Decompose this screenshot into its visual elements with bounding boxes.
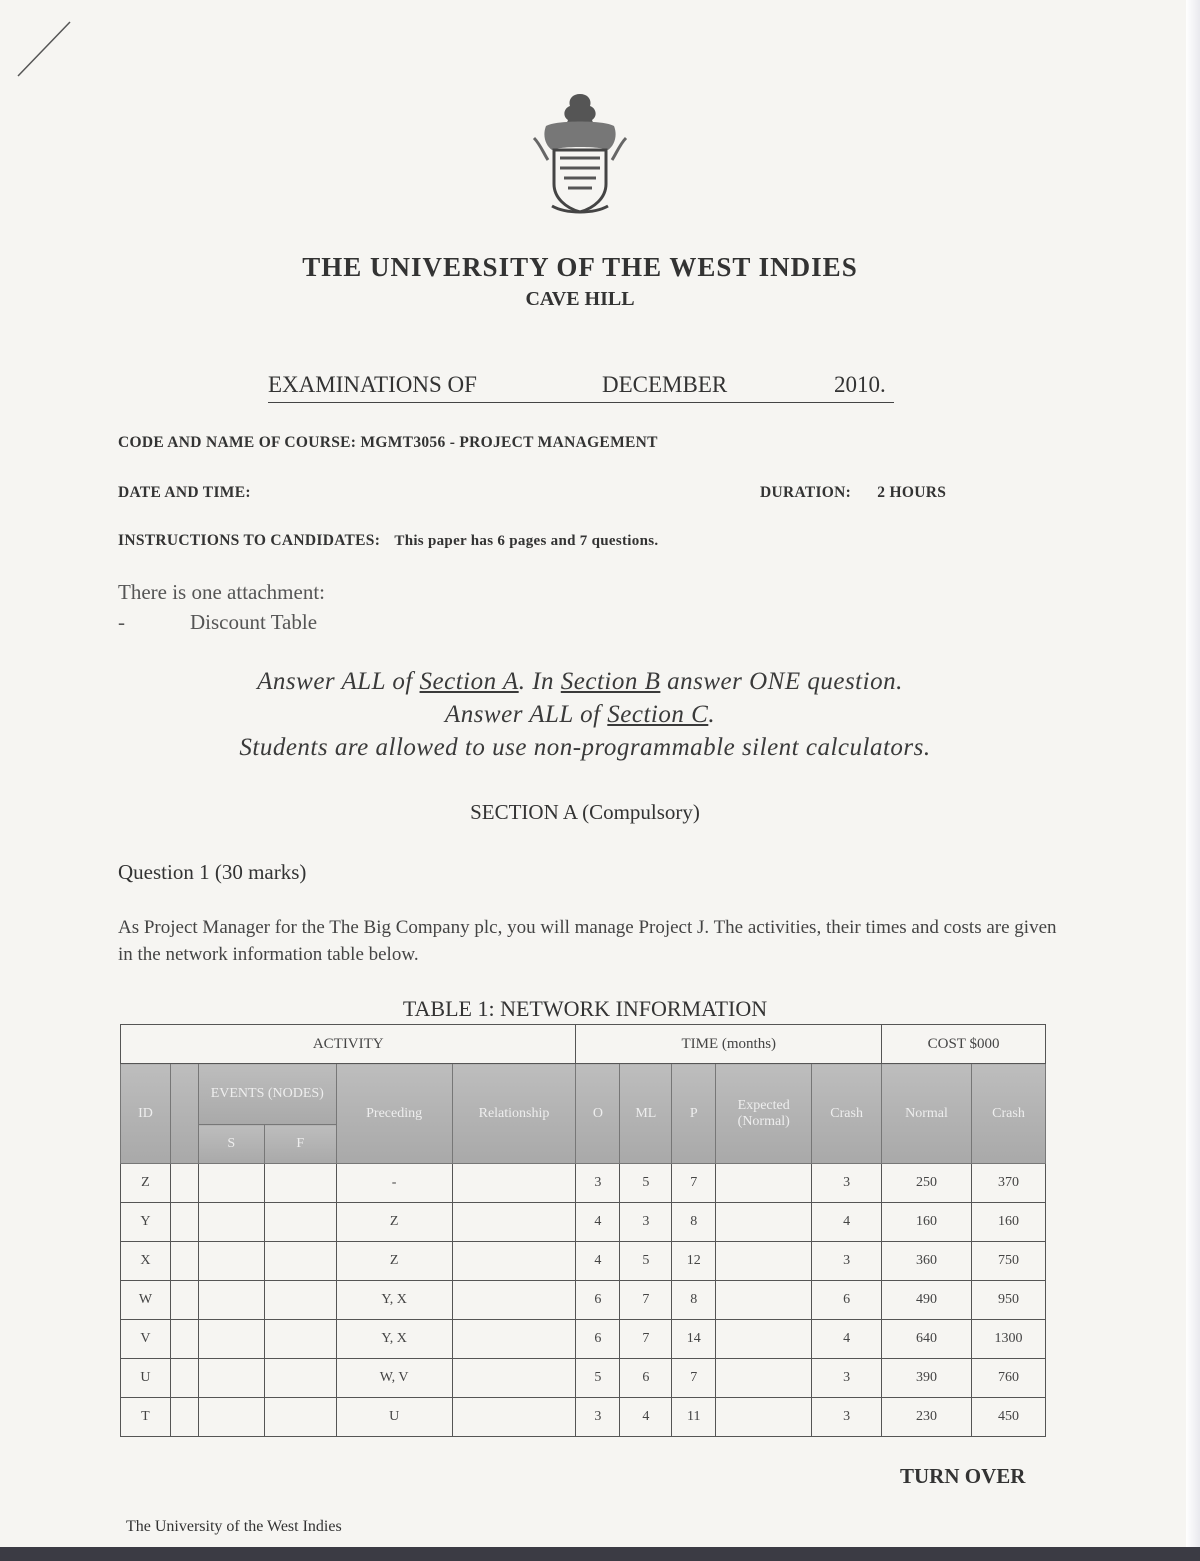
cell-normal-cost: 230 (882, 1398, 972, 1437)
col-preceding: Preceding (336, 1064, 452, 1164)
rules-text: . In (518, 668, 561, 695)
date-time-label: DATE AND TIME: (118, 484, 251, 501)
col-expected: Expected (Normal) (716, 1064, 812, 1164)
question-1-heading: Question 1 (30 marks) (118, 860, 307, 884)
cell-id: U (121, 1359, 171, 1398)
cell-id: W (121, 1281, 171, 1320)
section-a-heading: SECTION A (Compulsory) (470, 800, 700, 824)
instructions-label: INSTRUCTIONS TO CANDIDATES: (118, 532, 381, 549)
rules-text: . (708, 701, 716, 728)
cell-preceding: U (336, 1398, 452, 1437)
cell-crash-time: 3 (812, 1359, 882, 1398)
cell-crash-cost: 160 (971, 1203, 1045, 1242)
cell-o: 4 (576, 1242, 620, 1281)
cell-crash-time: 3 (812, 1242, 882, 1281)
col-crash-time: Crash (812, 1064, 882, 1164)
exam-label: EXAMINATIONS OF (268, 372, 477, 397)
cell-ml: 6 (620, 1359, 672, 1398)
cell-crash-time: 3 (812, 1398, 882, 1437)
cell-ml: 7 (620, 1281, 672, 1320)
cell-id: T (121, 1398, 171, 1437)
cell-ml: 7 (620, 1320, 672, 1359)
cell-p: 11 (672, 1398, 716, 1437)
cell-crash-cost: 450 (971, 1398, 1045, 1437)
activity-group-header: ACTIVITY (121, 1025, 576, 1064)
duration-value: 2 HOURS (877, 484, 947, 501)
table-row (121, 1164, 1046, 1203)
cell-p: 12 (672, 1242, 716, 1281)
section-c-ref: Section C (607, 701, 709, 728)
cell-o: 5 (576, 1359, 620, 1398)
rules-line-1 (0, 668, 1160, 696)
col-start-node: S (198, 1125, 264, 1164)
table-row (121, 1359, 1046, 1398)
section-a-ref: Section A (419, 668, 519, 695)
question-1-text: As Project Manager for the The Big Company plc, you will manage Project J. The activities, their times and costs are given in the network information table below. (118, 917, 1057, 965)
cell-normal-cost: 640 (882, 1320, 972, 1359)
cell-preceding: W, V (336, 1359, 452, 1398)
course-value: MGMT3056 - PROJECT MANAGEMENT (360, 434, 658, 451)
time-group-header: TIME (months) (576, 1025, 882, 1064)
cell-ml: 3 (620, 1203, 672, 1242)
instructions-value: This paper has 6 pages and 7 questions. (394, 533, 659, 549)
cell-p: 7 (672, 1164, 716, 1203)
col-finish-node: F (264, 1125, 336, 1164)
table-title: TABLE 1: NETWORK INFORMATION (402, 996, 768, 1021)
cell-crash-cost: 1300 (971, 1320, 1045, 1359)
cell-p: 14 (672, 1320, 716, 1359)
exam-session-line (268, 372, 894, 403)
duration-label: DURATION: (760, 484, 852, 501)
cell-preceding: - (336, 1164, 452, 1203)
cost-group-header: COST $000 (882, 1025, 1046, 1064)
col-most-likely: ML (620, 1064, 672, 1164)
table-row (121, 1320, 1046, 1359)
attachment-bullet: - (118, 610, 125, 634)
campus-name: CAVE HILL (525, 288, 635, 310)
course-line (118, 434, 658, 452)
cell-normal-cost: 490 (882, 1281, 972, 1320)
cell-crash-time: 6 (812, 1281, 882, 1320)
rules-line-2 (0, 701, 1160, 729)
col-crash-cost: Crash (971, 1064, 1045, 1164)
page-edge-shadow (1186, 0, 1200, 1561)
instructions-line (118, 532, 658, 550)
cell-ml: 4 (620, 1398, 672, 1437)
cell-normal-cost: 390 (882, 1359, 972, 1398)
cell-crash-time: 4 (812, 1320, 882, 1359)
cell-crash-cost: 760 (971, 1359, 1045, 1398)
cell-normal-cost: 360 (882, 1242, 972, 1281)
cell-preceding: Y, X (336, 1281, 452, 1320)
table-row (121, 1398, 1046, 1437)
cell-p: 8 (672, 1281, 716, 1320)
cell-crash-time: 4 (812, 1203, 882, 1242)
university-crest-logo (526, 88, 634, 218)
cell-o: 6 (576, 1281, 620, 1320)
cell-crash-cost: 950 (971, 1281, 1045, 1320)
cell-ml: 5 (620, 1242, 672, 1281)
rules-text: Answer ALL of (444, 701, 608, 728)
cell-o: 3 (576, 1164, 620, 1203)
cell-crash-cost: 750 (971, 1242, 1045, 1281)
rules-text: answer ONE question. (660, 668, 903, 695)
table-row (121, 1203, 1046, 1242)
cell-preceding: Z (336, 1242, 452, 1281)
attachment-intro: There is one attachment: (118, 580, 325, 604)
cell-p: 8 (672, 1203, 716, 1242)
cell-p: 7 (672, 1359, 716, 1398)
cell-id: V (121, 1320, 171, 1359)
turn-over-label: TURN OVER (900, 1464, 1026, 1488)
course-label: CODE AND NAME OF COURSE: (118, 434, 357, 451)
cell-crash-cost: 370 (971, 1164, 1045, 1203)
cell-crash-time: 3 (812, 1164, 882, 1203)
rules-text: Answer ALL of (257, 668, 420, 695)
cell-preceding: Y, X (336, 1320, 452, 1359)
attachment-item: Discount Table (190, 610, 318, 634)
cell-o: 3 (576, 1398, 620, 1437)
col-optimistic: O (576, 1064, 620, 1164)
exam-year: 2010. (834, 372, 886, 397)
exam-month: DECEMBER (602, 372, 728, 397)
table-row (121, 1242, 1046, 1281)
cell-preceding: Z (336, 1203, 452, 1242)
cell-id: Z (121, 1164, 171, 1203)
footer-text: The University of the West Indies (126, 1518, 342, 1535)
col-relationship: Relationship (452, 1064, 576, 1164)
cell-normal-cost: 250 (882, 1164, 972, 1203)
cell-ml: 5 (620, 1164, 672, 1203)
col-events: EVENTS (NODES) (198, 1064, 336, 1125)
cell-o: 6 (576, 1320, 620, 1359)
col-pessimistic: P (672, 1064, 716, 1164)
table-row (121, 1281, 1046, 1320)
col-id: ID (121, 1064, 171, 1164)
network-information-table (120, 1024, 1046, 1437)
scan-bottom-edge (0, 1547, 1200, 1561)
pen-mark (14, 20, 74, 80)
rules-line-3: Students are allowed to use non-programmable silent calculators. (239, 734, 931, 761)
col-normal-cost: Normal (882, 1064, 972, 1164)
cell-id: X (121, 1242, 171, 1281)
university-name: THE UNIVERSITY OF THE WEST INDIES (302, 252, 858, 282)
cell-o: 4 (576, 1203, 620, 1242)
section-b-ref: Section B (560, 668, 661, 695)
col-blank (170, 1064, 198, 1164)
duration-line (760, 484, 946, 502)
cell-normal-cost: 160 (882, 1203, 972, 1242)
cell-id: Y (121, 1203, 171, 1242)
